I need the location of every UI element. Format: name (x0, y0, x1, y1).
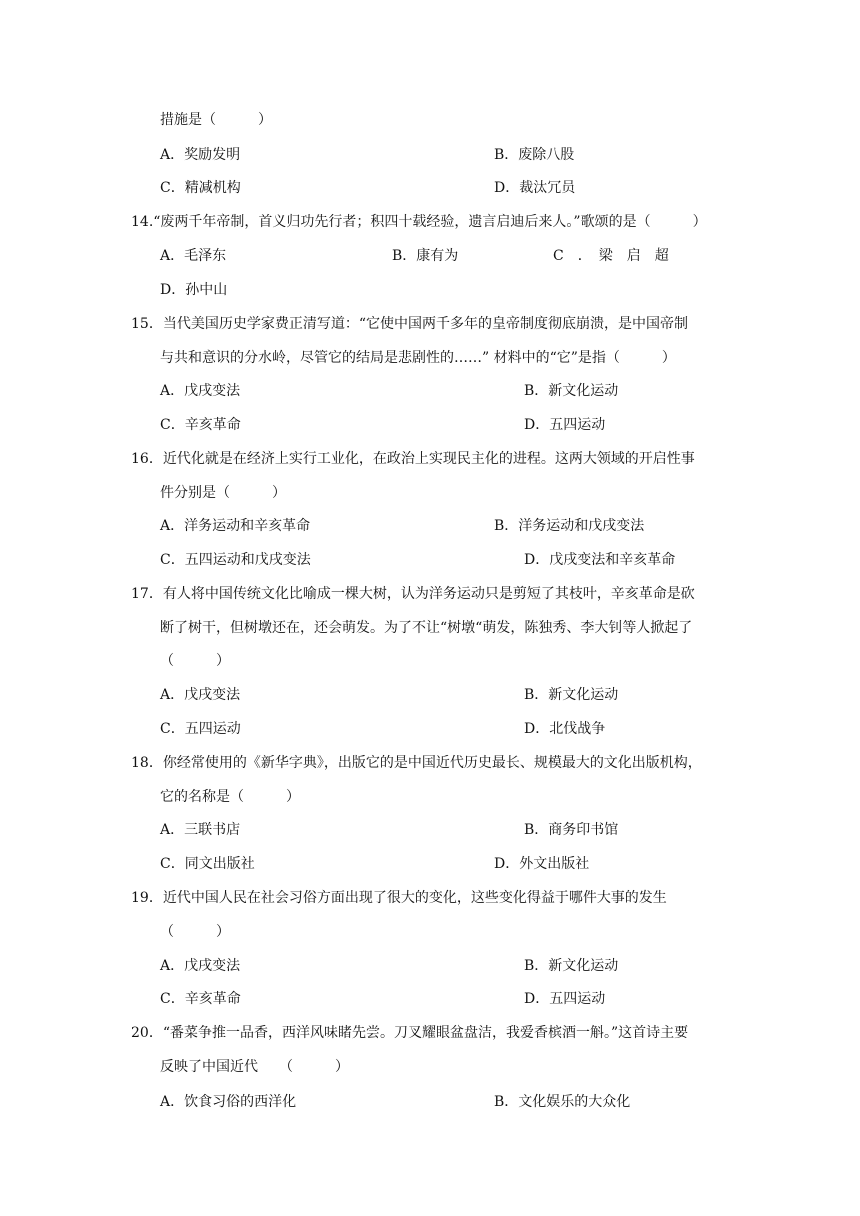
q14-stem: 14.“废两千年帝制，首义归功先行者；积四十载经验，遗言启迪后来人。”歌颂的是（ ） (131, 214, 707, 230)
q14-option-c[interactable]: C ． 梁 启 超 (553, 248, 669, 264)
q15-option-c[interactable]: C．辛亥革命 (160, 417, 241, 433)
q18-option-d[interactable]: D．外文出版社 (494, 856, 590, 872)
q17-stem-line1: 17．有人将中国传统文化比喻成一棵大树，认为洋务运动只是剪短了其枝叶，辛亥革命是砍 (131, 586, 695, 602)
q18-option-b[interactable]: B．商务印书馆 (524, 822, 619, 838)
q20-option-a[interactable]: A．饮食习俗的西洋化 (160, 1094, 297, 1110)
q18-option-c[interactable]: C．同文出版社 (160, 856, 255, 872)
q14-option-d[interactable]: D．孙中山 (160, 282, 228, 298)
q20-stem-line1: 20．“番菜争推一品香，西洋风味睹先尝。刀叉耀眼盆盘洁，我爱香槟酒一斛。”这首诗主要 (131, 1025, 689, 1041)
q13-stem-tail: 措施是（ ） (160, 112, 272, 128)
q17-stem-line3: （ ） (160, 653, 230, 669)
q18-stem-line1: 18．你经常使用的《新华字典》，出版它的是中国近代历史最长、规模最大的文化出版机构， (131, 755, 702, 771)
q13-option-b[interactable]: B．废除八股 (494, 147, 575, 163)
q19-option-d[interactable]: D．五四运动 (524, 991, 606, 1007)
q16-option-b[interactable]: B．洋务运动和戊戌变法 (494, 518, 645, 534)
q19-option-b[interactable]: B．新文化运动 (524, 958, 619, 974)
q19-stem-line2: （ ） (160, 924, 230, 940)
q14-option-b[interactable]: B．康有为 (392, 248, 459, 264)
q19-option-c[interactable]: C．辛亥革命 (160, 991, 241, 1007)
q15-option-d[interactable]: D．五四运动 (524, 417, 606, 433)
q17-option-d[interactable]: D．北伐战争 (524, 721, 606, 737)
q13-option-c[interactable]: C．精减机构 (160, 180, 241, 196)
q20-option-b[interactable]: B．文化娱乐的大众化 (494, 1094, 631, 1110)
q15-stem-line1: 15．当代美国历史学家费正清写道：“它使中国两千多年的皇帝制度彻底崩溃，是中国帝制 (131, 316, 688, 332)
q17-option-c[interactable]: C．五四运动 (160, 721, 241, 737)
q16-option-d[interactable]: D．戊戌变法和辛亥革命 (524, 552, 676, 568)
q16-stem-line2: 件分别是（ ） (160, 485, 286, 501)
q18-option-a[interactable]: A．三联书店 (160, 822, 241, 838)
q16-option-a[interactable]: A．洋务运动和辛亥革命 (160, 518, 311, 534)
q20-stem-line2: 反映了中国近代 （ ） (160, 1059, 349, 1075)
q15-option-b[interactable]: B．新文化运动 (524, 383, 619, 399)
q15-stem-line2: 与共和意识的分水岭，尽管它的结局是悲剧性的……” 材料中的“它”是指（ ） (160, 350, 676, 366)
q13-option-a[interactable]: A．奖励发明 (160, 147, 241, 163)
q18-stem-line2: 它的名称是（ ） (160, 789, 300, 805)
q17-option-b[interactable]: B．新文化运动 (524, 687, 619, 703)
q14-option-a[interactable]: A．毛泽东 (160, 248, 227, 264)
q15-option-a[interactable]: A．戊戌变法 (160, 383, 241, 399)
q16-stem-line1: 16．近代化就是在经济上实行工业化，在政治上实现民主化的进程。这两大领域的开启性事 (131, 451, 695, 467)
q17-option-a[interactable]: A．戊戌变法 (160, 687, 241, 703)
q19-option-a[interactable]: A．戊戌变法 (160, 958, 241, 974)
q16-option-c[interactable]: C．五四运动和戊戌变法 (160, 552, 311, 568)
q17-stem-line2: 断了树干，但树墩还在，还会萌发。为了不让“树墩“萌发，陈独秀、李大钊等人掀起了 (160, 620, 693, 636)
q19-stem-line1: 19．近代中国人民在社会习俗方面出现了很大的变化，这些变化得益于哪件大事的发生 (131, 890, 667, 906)
q13-option-d[interactable]: D．裁汰冗员 (494, 180, 576, 196)
